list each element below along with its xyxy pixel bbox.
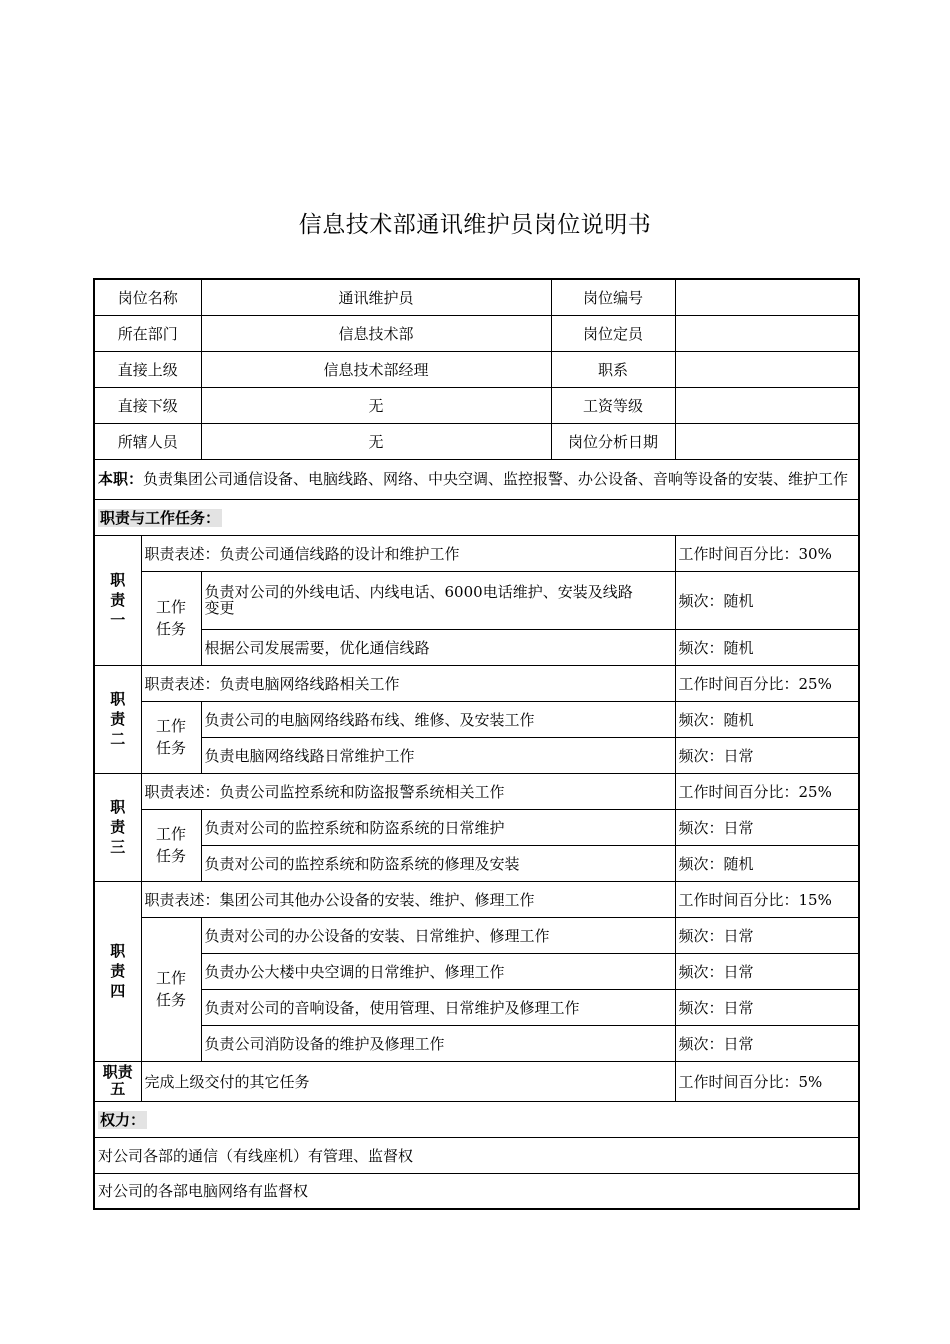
power-row [94, 1173, 859, 1209]
task-row [94, 809, 859, 845]
task-freq: 频次：日常 [675, 989, 859, 1025]
duty-pct: 工作时间百分比：25% [675, 665, 859, 701]
task-row [94, 989, 859, 1025]
duties-header-cell [94, 499, 859, 535]
info-value [675, 351, 859, 387]
duty-label [94, 881, 141, 1061]
duty-label-text: 职责一 [110, 571, 126, 629]
benzhi-row [94, 459, 859, 499]
duty-desc-row [94, 1061, 859, 1101]
task-label-text: 工作任务 [155, 825, 186, 865]
task-text-line1: 负责对公司的外线电话、内线电话、6000电话维护、安装及线路 [204, 583, 633, 601]
info-label: 职系 [551, 351, 675, 387]
task-freq: 频次：随机 [675, 701, 859, 737]
power-header: 权力： [100, 1110, 146, 1129]
duty-desc-row [94, 665, 859, 701]
task-row [94, 917, 859, 953]
duty-label [94, 535, 141, 665]
power-header-cell [94, 1101, 859, 1137]
benzhi-cell [94, 459, 859, 499]
task-freq: 频次：日常 [675, 953, 859, 989]
duties-header: 职责与工作任务： [100, 508, 221, 527]
duty-label-text: 职责四 [110, 942, 126, 1000]
task-text: 负责电脑网络线路日常维护工作 [201, 737, 675, 773]
task-freq: 频次：日常 [675, 917, 859, 953]
task-label [141, 571, 201, 665]
info-value: 通讯维护员 [201, 279, 551, 315]
task-text: 负责办公大楼中央空调的日常维护、修理工作 [201, 953, 675, 989]
task-label-text: 工作任务 [155, 717, 186, 757]
info-label: 岗位名称 [94, 279, 201, 315]
duty-desc-row [94, 535, 859, 571]
info-label: 岗位定员 [551, 315, 675, 351]
duty-desc: 职责表述：负责公司通信线路的设计和维护工作 [141, 535, 675, 571]
duty-desc: 职责表述：负责电脑网络线路相关工作 [141, 665, 675, 701]
info-value: 无 [201, 423, 551, 459]
duty-pct: 工作时间百分比：30% [675, 535, 859, 571]
task-label-text: 工作任务 [155, 969, 186, 1009]
task-label [141, 809, 201, 881]
info-value: 信息技术部经理 [201, 351, 551, 387]
task-label [141, 917, 201, 1061]
task-freq: 频次：日常 [675, 1025, 859, 1061]
info-row [94, 423, 859, 459]
duty-label [94, 665, 141, 773]
info-value [675, 279, 859, 315]
task-row [94, 845, 859, 881]
task-freq: 频次：日常 [675, 809, 859, 845]
info-row [94, 351, 859, 387]
task-label [141, 701, 201, 773]
task-text: 负责公司的电脑网络线路布线、维修、及安装工作 [201, 701, 675, 737]
info-value: 无 [201, 387, 551, 423]
task-text: 负责对公司的监控系统和防盗系统的日常维护 [201, 809, 675, 845]
info-value [675, 315, 859, 351]
task-freq: 频次：随机 [675, 629, 859, 665]
duty-pct: 工作时间百分比：5% [675, 1061, 859, 1101]
info-label: 岗位分析日期 [551, 423, 675, 459]
info-row [94, 315, 859, 351]
task-text: 负责对公司的监控系统和防盗系统的修理及安装 [201, 845, 675, 881]
duty-label-text: 职责二 [110, 690, 126, 748]
duty-desc-row [94, 881, 859, 917]
info-row [94, 279, 859, 315]
info-label: 直接下级 [94, 387, 201, 423]
benzhi-label: 本职： [98, 470, 144, 488]
info-label: 直接上级 [94, 351, 201, 387]
info-row [94, 387, 859, 423]
duty-pct: 工作时间百分比：15% [675, 881, 859, 917]
power-row [94, 1137, 859, 1173]
duty-label-text: 职责三 [110, 798, 126, 856]
task-text [201, 571, 675, 629]
task-row [94, 701, 859, 737]
task-row [94, 629, 859, 665]
power-header-row [94, 1101, 859, 1137]
task-row [94, 953, 859, 989]
info-label: 岗位编号 [551, 279, 675, 315]
duty-pct: 工作时间百分比：25% [675, 773, 859, 809]
task-text: 根据公司发展需要，优化通信线路 [201, 629, 675, 665]
task-text-line2: 变更 [204, 599, 235, 617]
duties-header-row [94, 499, 859, 535]
job-description-table [93, 278, 860, 1210]
info-label: 工资等级 [551, 387, 675, 423]
info-label: 所在部门 [94, 315, 201, 351]
duty-label [94, 773, 141, 881]
duty-desc-row [94, 773, 859, 809]
duty-desc: 完成上级交付的其它任务 [141, 1061, 675, 1101]
power-text: 对公司的各部电脑网络有监督权 [94, 1173, 859, 1209]
duty-label [94, 1061, 141, 1101]
task-text: 负责公司消防设备的维护及修理工作 [201, 1025, 675, 1061]
task-label-text: 工作任务 [155, 598, 186, 638]
duty-desc: 职责表述：集团公司其他办公设备的安装、维护、修理工作 [141, 881, 675, 917]
duty-label-text: 职责五 [102, 1063, 133, 1098]
info-value [675, 423, 859, 459]
task-row [94, 1025, 859, 1061]
task-row [94, 737, 859, 773]
benzhi-text: 负责集团公司通信设备、电脑线路、网络、中央空调、监控报警、办公设备、音响等设备的安装、维护工作 [143, 470, 849, 488]
task-text: 负责对公司的办公设备的安装、日常维护、修理工作 [201, 917, 675, 953]
task-text: 负责对公司的音响设备，使用管理、日常维护及修理工作 [201, 989, 675, 1025]
info-label: 所辖人员 [94, 423, 201, 459]
task-freq: 频次：随机 [675, 845, 859, 881]
info-value: 信息技术部 [201, 315, 551, 351]
task-row [94, 571, 859, 629]
power-text: 对公司各部的通信（有线座机）有管理、监督权 [94, 1137, 859, 1173]
task-freq: 频次：随机 [675, 571, 859, 629]
page-title: 信息技术部通讯维护员岗位说明书 [298, 212, 652, 238]
duty-desc: 职责表述：负责公司监控系统和防盗报警系统相关工作 [141, 773, 675, 809]
task-freq: 频次：日常 [675, 737, 859, 773]
info-value [675, 387, 859, 423]
